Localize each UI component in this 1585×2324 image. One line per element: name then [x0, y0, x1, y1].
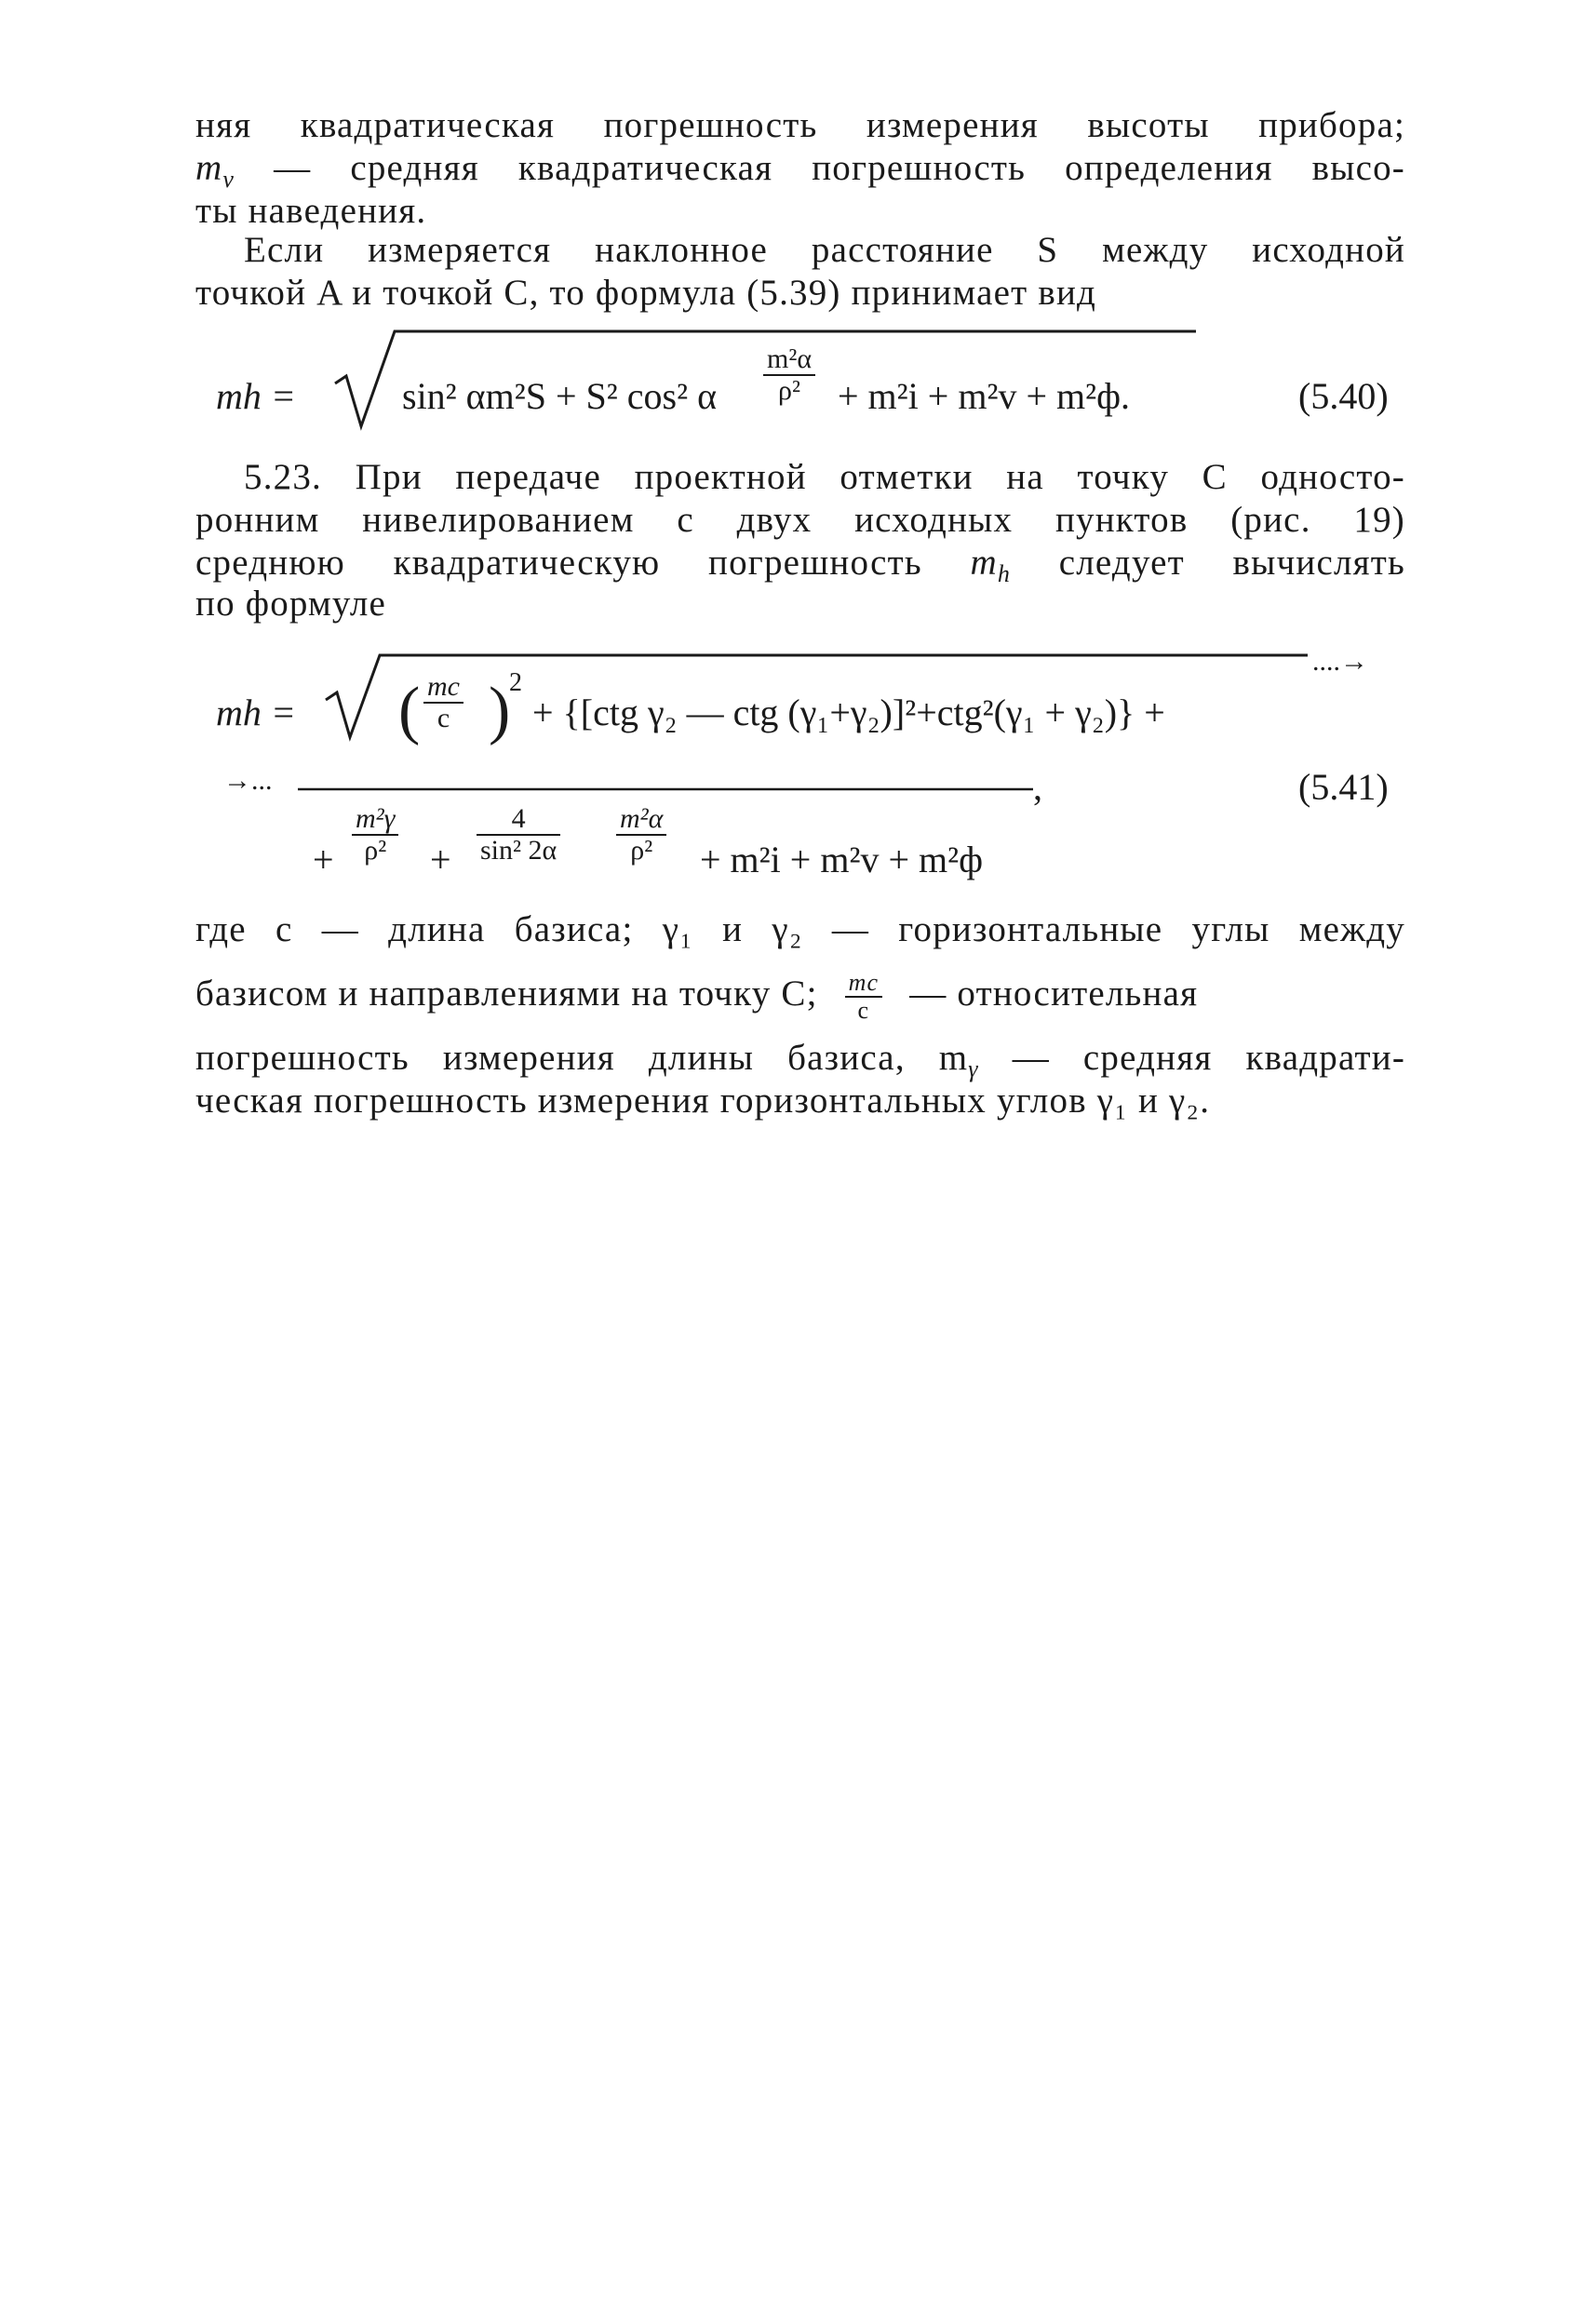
text-line: няя квадратическая погрешность измерения высоты прибора; [195, 105, 1405, 145]
text-span: — средняя квадратическая погрешность определения высо- [235, 148, 1405, 188]
eq-tail: + m²i + m²v + m²ф. [838, 375, 1131, 417]
text-span: — относительная [909, 973, 1199, 1014]
superscript-2: 2 [509, 668, 522, 697]
fraction-numerator: m²α [767, 343, 813, 374]
fraction-numerator: m²γ [356, 803, 396, 834]
fraction [352, 804, 398, 866]
fraction-denominator: ρ² [616, 834, 666, 866]
eq-lhs: mh = [216, 375, 296, 417]
fraction-numerator: mc [427, 671, 460, 702]
fraction-denominator: ρ² [352, 834, 398, 866]
fraction-bar [298, 787, 1042, 791]
fraction-numerator: 4 [511, 803, 526, 834]
text-line: Если измеряется наклонное расстояние S между исходной [244, 230, 1405, 270]
text-line: по формуле [195, 584, 387, 624]
text-span: среднюю квадратическую погрешность [195, 543, 971, 583]
symbol-m: m [970, 543, 998, 583]
text-line: ронним нивелированием с двух исходных пунктов (рис. 19) [195, 500, 1405, 540]
text-line: где с — длина базиса; γ₁ и γ₂ — горизонтальные углы между [195, 909, 1405, 949]
text-span: базисом и направлениями на точку C; [195, 973, 818, 1014]
plus-sign: + [313, 839, 334, 880]
fraction-numerator: mс [848, 969, 880, 996]
fraction-denominator: sin² 2α [477, 834, 560, 866]
text-line: ты наведения. [195, 191, 427, 231]
fraction-numerator: m²α [620, 803, 664, 834]
fraction [477, 804, 560, 866]
continuation-arrow: →... [223, 765, 273, 796]
subscript: h [997, 560, 1012, 587]
fraction-denominator: c [423, 702, 463, 733]
comma: , [1033, 766, 1042, 808]
eq-lhs: mh = [216, 692, 296, 733]
paren-close: ) [489, 675, 511, 746]
fraction [763, 344, 815, 406]
subscript: γ [968, 1055, 979, 1082]
text-line: 5.23. При передаче проектной отметки на точку C односто- [244, 457, 1405, 497]
text-line: точкой A и точкой C, то формула (5.39) принимает вид [195, 273, 1097, 313]
text-line: ческая погрешность измерения горизонтальных углов γ₁ и γ₂. [195, 1081, 1211, 1121]
fraction [845, 970, 883, 1024]
subscript: v [222, 166, 235, 193]
continuation-arrow: ....→ [1312, 646, 1368, 677]
text-span: — средняя квадрати- [978, 1038, 1406, 1078]
fraction-denominator: ρ² [763, 374, 815, 406]
fraction [423, 672, 463, 733]
paren-open: ( [398, 675, 421, 746]
fraction-denominator: с [845, 996, 883, 1024]
eq-body: sin² αm²S + S² cos² α [402, 375, 718, 417]
plus-sign: + [430, 839, 451, 880]
fraction [616, 804, 666, 866]
eq-line2: + m²i + m²v + m²ф [700, 839, 984, 880]
text-span: погрешность измерения длины базиса, m [195, 1038, 969, 1078]
equation-number: (5.41) [1298, 766, 1389, 808]
text-line [195, 970, 1405, 1024]
equation-number: (5.40) [1298, 375, 1389, 417]
eq-line1: + {[ctg γ₂ — ctg (γ₁+γ₂)]²+ctg²(γ₁ + γ₂)} + [532, 692, 1165, 733]
text-span: следует вычислять [1011, 543, 1405, 583]
symbol-m: m [195, 148, 223, 188]
